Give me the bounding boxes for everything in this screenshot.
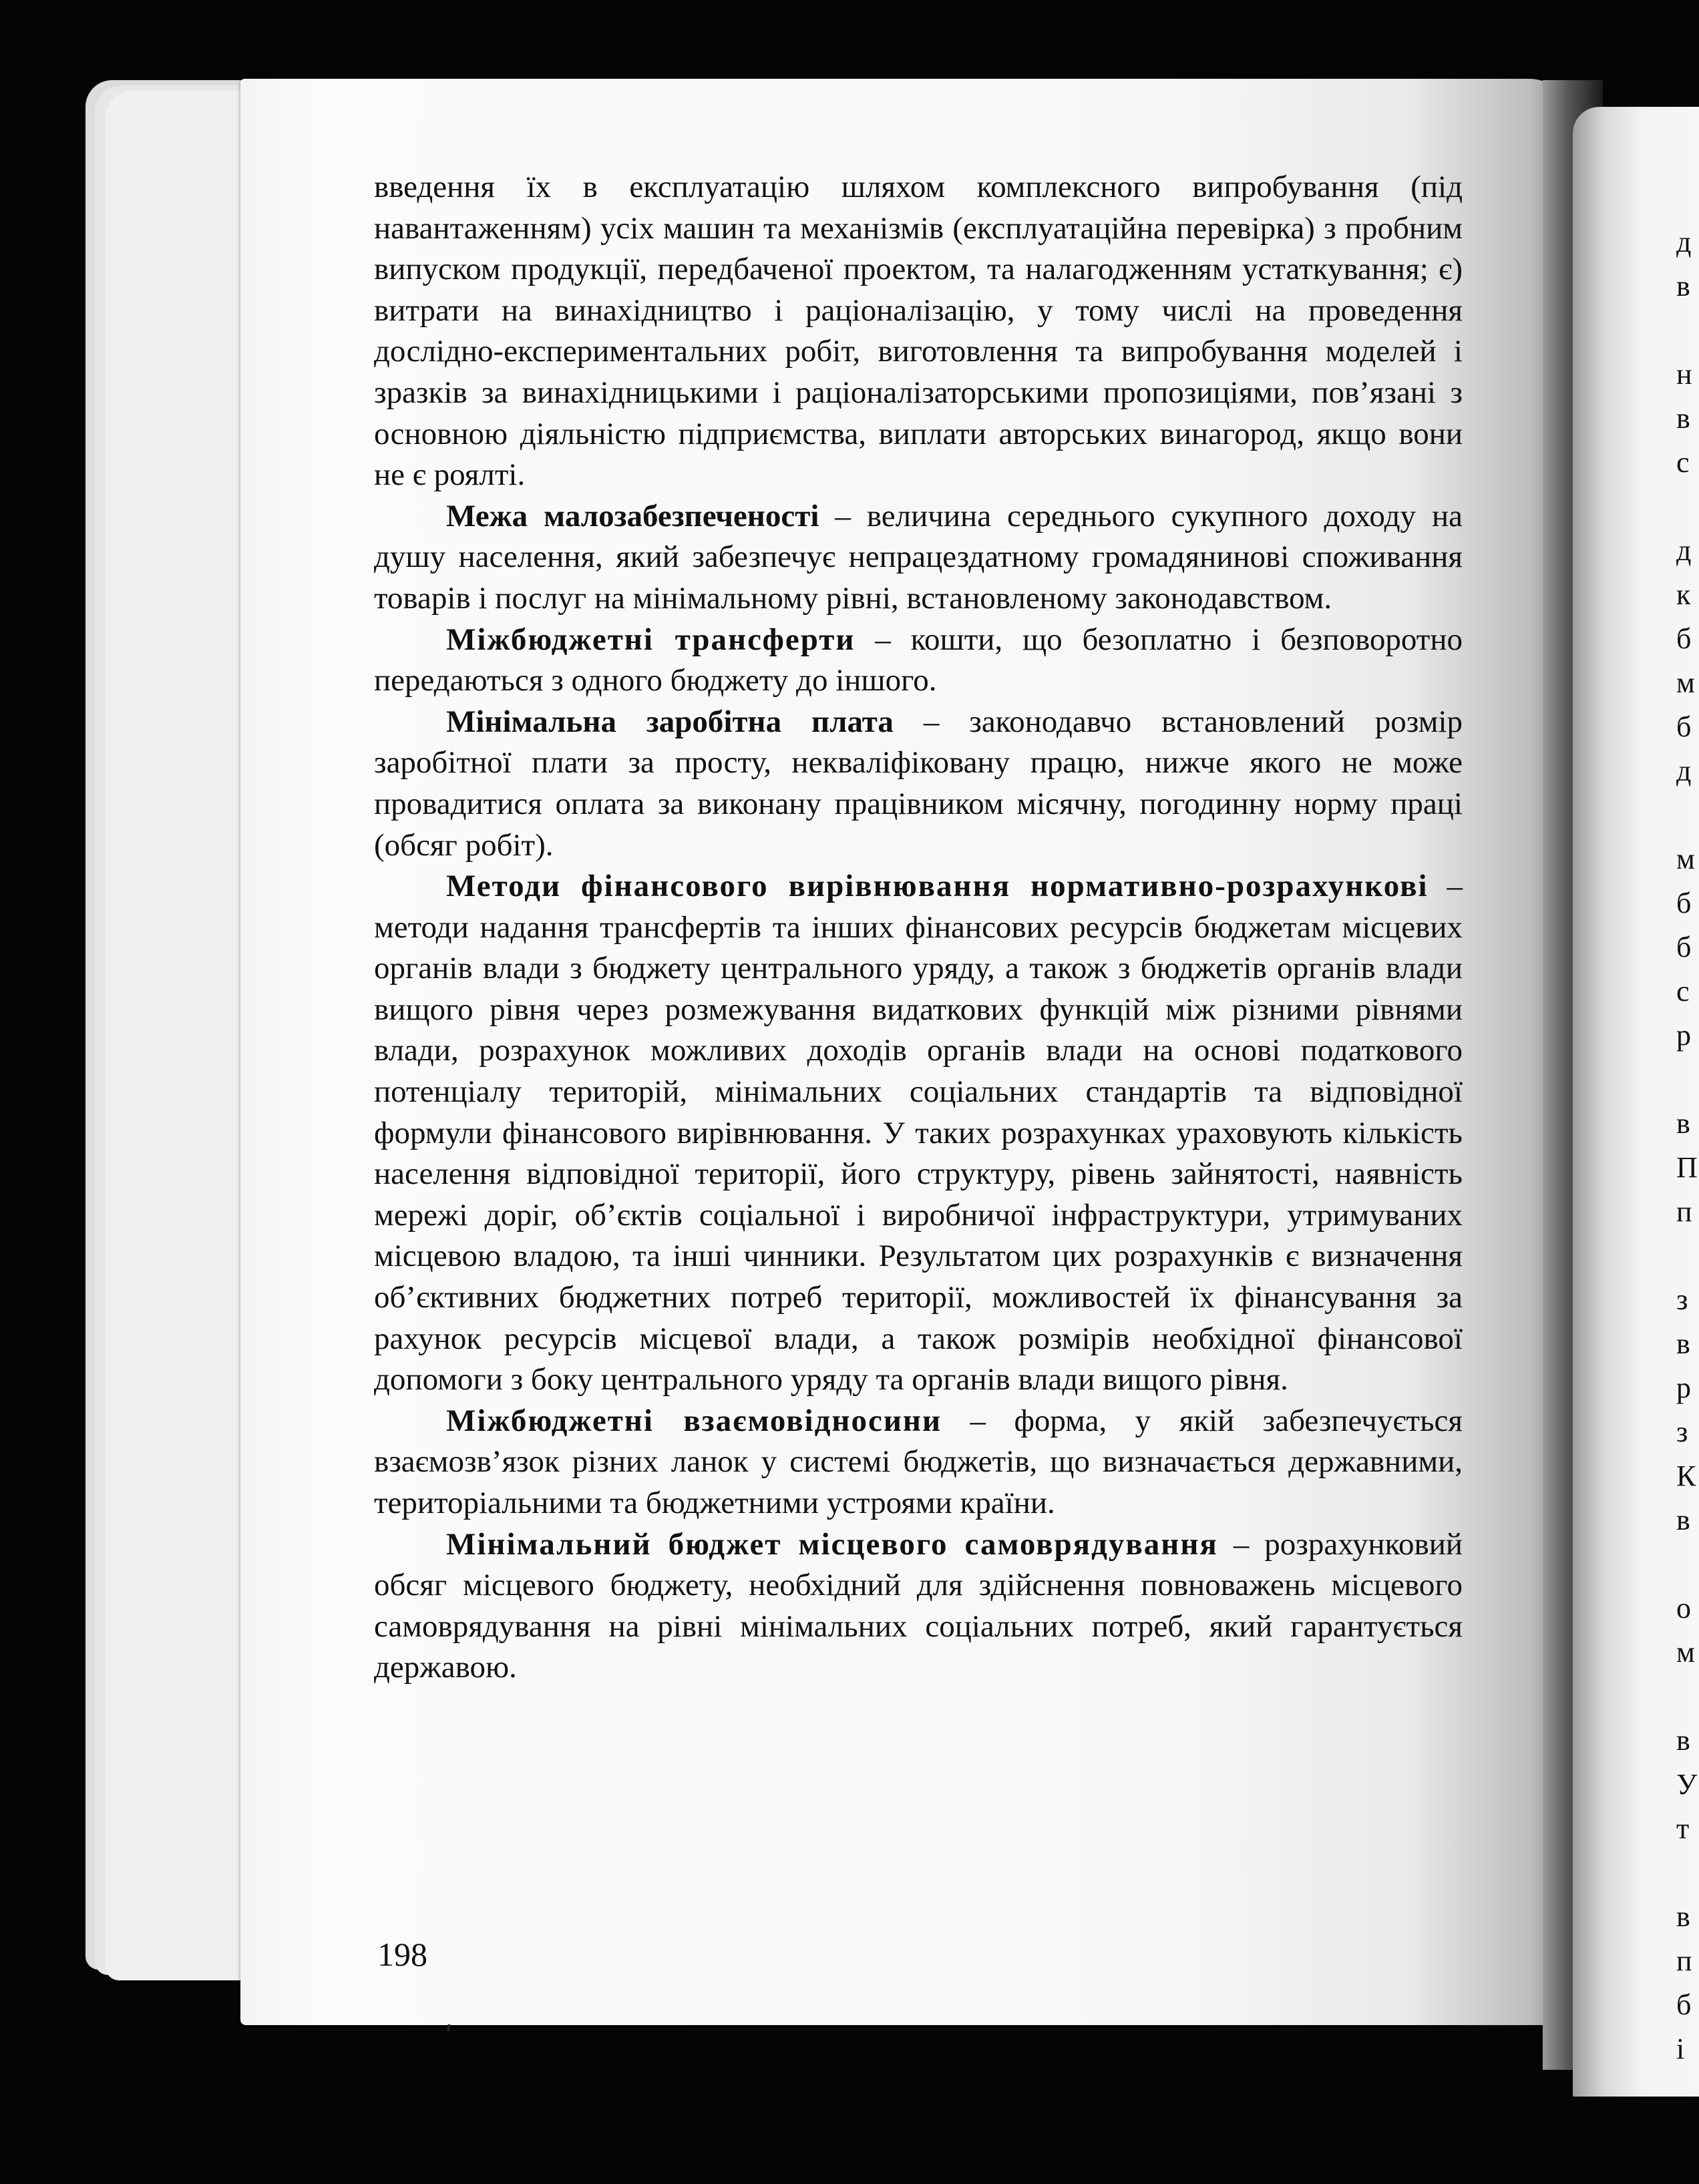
paragraph-continuation [374, 167, 1463, 496]
right-page-fragment: с [1676, 975, 1690, 1008]
right-page-fragment: о [1676, 1592, 1691, 1624]
definition-text: – законодавчо встановлений розмір заробітної плати за просту, некваліфіковану працю, нижче якого не може провадитися оплата за виконану працівником місячну, погодинну норму праці (обсяг робіт). [374, 704, 1463, 863]
right-page-fragment [1676, 1058, 1699, 1102]
definition-text: – величина середнього сукупного доходу на душу населення, який забезпечує непрацездатному громадянинові споживання товарів і послуг на мінімальному рівні, встановленому законодавством. [374, 498, 1463, 616]
definition-paragraph [374, 1524, 1463, 1689]
right-page-fragment: в [1676, 1504, 1690, 1536]
right-page-fragment: б [1676, 710, 1692, 743]
right-page-fragment: У [1676, 1768, 1698, 1801]
right-page-fragment: П [1676, 1151, 1698, 1184]
right-page-fragment: д [1676, 226, 1692, 258]
definition-paragraph [374, 702, 1463, 866]
right-page-fragment: К [1676, 1460, 1696, 1492]
right-page-fragment: б [1676, 931, 1692, 963]
definition-term: Мінімальний бюджет місцевого самоврядування [446, 1526, 1218, 1562]
definition-text: – кошти, що безоплатно і безповоротно передаються з одного бюджету до іншого. [374, 622, 1463, 698]
right-page-fragment: д [1676, 534, 1692, 567]
right-page-fragment: н [1676, 358, 1692, 391]
definition-paragraph [374, 866, 1463, 1401]
right-page-fragment: в [1676, 1724, 1690, 1757]
right-page-fragment [1676, 1542, 1699, 1586]
right-page-fragment: м [1676, 1636, 1695, 1669]
definition-text: – форма, у якій забезпечується взаємозв’язок різних ланок у системі бюджетів, що визначається державними, територіальними та бюджетними устроями країни. [374, 1403, 1463, 1520]
definition-term: Мінімальна заробітна плата [446, 704, 894, 739]
right-page-fragment: в [1676, 1107, 1690, 1140]
definition-paragraph [374, 1401, 1463, 1524]
right-page-fragment: м [1676, 843, 1695, 875]
page-number: 198 [377, 1936, 427, 1973]
definition-term: Методи фінансового вирівнювання нормативно-розрахункові [446, 869, 1429, 904]
right-page-fragment: р [1676, 1371, 1691, 1404]
right-page-fragment: д [1676, 754, 1692, 787]
definition-term: Міжбюджетні трансферти [446, 622, 856, 657]
right-page-fragment: з [1676, 1415, 1688, 1448]
right-page-fragment: в [1676, 1900, 1690, 1933]
right-page-fragment: б [1676, 887, 1692, 919]
right-page-fragment: б [1676, 622, 1692, 655]
definition-text: – розрахунковий обсяг місцевого бюджету, необхідний для здійснення повноважень місцевого самоврядування на рівні мінімальних соціальних потреб, який гарантується державою. [374, 1526, 1463, 1685]
right-page-fragment: в [1676, 402, 1690, 435]
right-page-fragment: і [1676, 2032, 1685, 2065]
right-page-fragment [1676, 1851, 1699, 1895]
paragraph-text: введення їх в експлуатацію шляхом комплексного випробування (під навантаженням) усіх машин та механізмів (експлуатаційна перевірка) з пробним випуском продукції, передбаченої проектом, та налагодженням устаткування; є) витрати на винахідництво і раціоналізацію, у тому числі на проведення дослідно-експериментальних робіт, виготовлення та випробування моделей і зразків за винахідницькими і раціоналізаторськими пропозиціями, пов’язані з основною діяльністю підприємства, виплати авторських винагород, якщо вони не є роялті. [374, 170, 1463, 493]
right-page-fragment [1676, 1234, 1699, 1278]
right-page-fragment: б [1676, 1988, 1692, 2021]
right-page-fragment [1676, 485, 1699, 529]
right-page-fragment [1676, 308, 1699, 353]
print-speck [447, 2024, 451, 2032]
right-page-fragment: в [1676, 270, 1690, 302]
right-page-fragment: м [1676, 666, 1695, 699]
definition-paragraph [374, 620, 1463, 702]
right-page-fragment [1676, 793, 1699, 837]
definition-text: – методи надання трансфертів та інших фінансових ресурсів бюджетам місцевих органів влади з бюджету центрального уряду, а також з бюджетів органів влади вищого рівня через розмежування видаткових функцій між різними рівнями влади, розрахунок можливих доходів органів влади на основі податкового потенціалу територій, мінімальних соціальних стандартів та відповідної формули фінансового вирівнювання. У таких розрахунках ураховують кількість населення відповідної території, його структуру, рівень зайнятості, наявність мережі доріг, об’єктів соціальної і виробничої інфраструктури, утримуваних місцевою владою, та інші чинники. Результатом цих розрахунків є визначення об’єктивних бюджетних потреб території, можливостей їх фінансування за рахунок ресурсів місцевої влади, а також розмірів необхідної фінансової допомоги з боку центрального уряду та органів влади вищого рівня. [374, 869, 1463, 1397]
right-page-text-fragments [1676, 220, 1699, 2071]
right-page-fragment: з [1676, 1283, 1688, 1316]
right-page-fragment: р [1676, 1019, 1691, 1052]
right-page-fragment: к [1676, 578, 1691, 611]
right-page-fragment: в [1676, 1327, 1690, 1360]
definition-term: Межа малозабезпеченості [446, 498, 819, 533]
page-text [374, 167, 1463, 1689]
right-page-fragment: п [1676, 1944, 1692, 1977]
right-page-fragment: с [1676, 446, 1690, 479]
right-page-fragment: т [1676, 1812, 1690, 1845]
definition-term: Міжбюджетні взаємовідносини [446, 1403, 942, 1438]
right-page-fragment [1676, 1675, 1699, 1719]
right-page-fragment: п [1676, 1195, 1692, 1228]
definition-paragraph [374, 496, 1463, 620]
